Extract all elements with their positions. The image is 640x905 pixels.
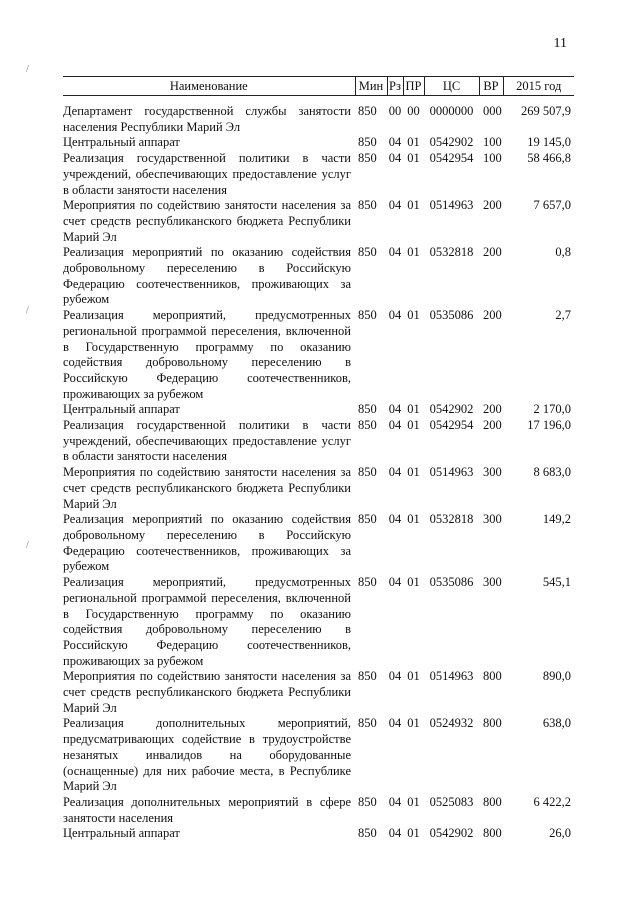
row-name-cell: Реализация дополнительных мероприятий, предусматривающих содействие в трудоустройстве незанятых инвалидов на оборудованные (оснащенные) для них рабочие места, в Республике Марий Эл xyxy=(63,716,351,794)
row-pr-cell: 01 xyxy=(407,512,420,527)
row-name-cell: Центральный аппарат xyxy=(63,826,180,841)
header-pr: ПР xyxy=(403,77,424,96)
row-min-cell: 850 xyxy=(358,465,377,480)
table-row xyxy=(63,198,574,245)
row-pr-cell: 01 xyxy=(407,418,420,433)
row-cs-cell: 0000000 xyxy=(429,104,474,118)
row-cs-cell: 0542902 xyxy=(429,135,474,150)
row-cs-cell: 0514963 xyxy=(429,465,474,480)
header-rz: Рз xyxy=(387,77,403,96)
table-row xyxy=(63,135,574,151)
table-row xyxy=(63,151,574,198)
header-min: Мин xyxy=(355,77,387,96)
scan-mark: / xyxy=(26,540,29,551)
row-pr-cell: 01 xyxy=(407,308,420,323)
row-sum-cell: 0,8 xyxy=(555,245,571,260)
row-min-cell: 850 xyxy=(358,512,377,527)
row-sum-cell: 2 170,0 xyxy=(533,402,571,417)
row-vr-cell: 000 xyxy=(483,104,502,118)
row-vr-cell: 100 xyxy=(483,151,502,166)
row-cs-cell: 0525083 xyxy=(429,794,474,809)
row-min-cell: 850 xyxy=(358,308,377,323)
row-min-cell: 850 xyxy=(358,826,377,841)
table-row xyxy=(63,669,574,716)
row-sum-cell: 149,2 xyxy=(542,512,571,527)
row-rz-cell: 04 xyxy=(388,151,402,166)
row-name-cell: Мероприятия по содействию занятости населения за счет средств республиканского бюджета Республики Марий Эл xyxy=(63,669,351,715)
row-name-cell: Реализация мероприятий, предусмотренных региональной программой переселения, включенной в Государственную программу по оказанию содействия добровольному переселению в Российскую Федерацию соотечественников, проживающих за рубежом xyxy=(63,575,351,668)
scan-mark: / xyxy=(26,64,29,75)
row-rz-cell: 04 xyxy=(388,465,402,480)
row-name-cell: Центральный аппарат xyxy=(63,135,180,150)
row-vr-cell: 300 xyxy=(483,465,502,480)
row-pr-cell: 01 xyxy=(407,716,420,731)
row-pr-cell: 00 xyxy=(407,104,420,118)
row-pr-cell: 01 xyxy=(407,794,420,809)
row-vr-cell: 800 xyxy=(483,669,502,684)
table-row xyxy=(63,512,574,575)
row-vr-cell: 200 xyxy=(483,418,502,433)
row-name-cell: Реализация государственной политики в части учреждений, обеспечивающих предоставление услуг в области занятости населения xyxy=(63,418,351,464)
table-body xyxy=(63,96,574,843)
row-min-cell: 850 xyxy=(358,151,377,166)
table-row xyxy=(63,418,574,465)
table-row xyxy=(63,795,574,826)
row-rz-cell: 04 xyxy=(388,575,402,590)
row-pr-cell: 01 xyxy=(407,135,420,150)
header-cs: ЦС xyxy=(424,77,479,96)
row-rz-cell: 04 xyxy=(388,198,402,213)
row-vr-cell: 800 xyxy=(483,794,502,809)
row-min-cell: 850 xyxy=(358,418,377,433)
row-name-cell: Мероприятия по содействию занятости населения за счет средств республиканского бюджета Республики Марий Эл xyxy=(63,465,351,511)
row-rz-cell: 04 xyxy=(388,245,402,260)
row-cs-cell: 0535086 xyxy=(429,575,474,590)
table-header-row xyxy=(63,77,574,96)
row-name-cell: Департамент государственной службы занятости населения Республики Марий Эл xyxy=(63,104,351,134)
row-vr-cell: 300 xyxy=(483,512,502,527)
row-cs-cell: 0514963 xyxy=(429,669,474,684)
row-cs-cell: 0542902 xyxy=(429,826,474,841)
row-pr-cell: 01 xyxy=(407,826,420,841)
row-rz-cell: 00 xyxy=(388,104,402,118)
row-min-cell: 850 xyxy=(358,245,377,260)
row-min-cell: 850 xyxy=(358,104,377,118)
row-vr-cell: 800 xyxy=(483,826,502,841)
budget-table xyxy=(63,76,574,842)
row-name-cell: Реализация мероприятий, предусмотренных региональной программой переселения, включенной в Государственную программу по оказанию содействия добровольному переселению в Российскую Федерацию соотечественников, проживающих за рубежом xyxy=(63,308,351,401)
row-name-cell: Мероприятия по содействию занятости населения за счет средств республиканского бюджета Республики Марий Эл xyxy=(63,198,351,244)
row-min-cell: 850 xyxy=(358,198,377,213)
row-rz-cell: 04 xyxy=(388,669,402,684)
table-row xyxy=(63,575,574,669)
scan-mark: / xyxy=(26,305,29,316)
row-vr-cell: 100 xyxy=(483,135,502,150)
row-pr-cell: 01 xyxy=(407,245,420,260)
row-sum-cell: 890,0 xyxy=(542,669,571,684)
row-vr-cell: 200 xyxy=(483,245,502,260)
row-sum-cell: 26,0 xyxy=(549,826,571,841)
row-sum-cell: 269 507,9 xyxy=(521,104,571,118)
row-pr-cell: 01 xyxy=(407,151,420,166)
row-sum-cell: 6 422,2 xyxy=(533,794,571,809)
row-vr-cell: 200 xyxy=(483,198,502,213)
row-cs-cell: 0542954 xyxy=(429,418,474,433)
row-cs-cell: 0514963 xyxy=(429,198,474,213)
table-row xyxy=(63,308,574,402)
row-sum-cell: 58 466,8 xyxy=(527,151,571,166)
row-pr-cell: 01 xyxy=(407,198,420,213)
row-name-cell: Центральный аппарат xyxy=(63,402,180,417)
row-min-cell: 850 xyxy=(358,575,377,590)
row-cs-cell: 0532818 xyxy=(429,512,474,527)
row-rz-cell: 04 xyxy=(388,308,402,323)
row-rz-cell: 04 xyxy=(388,402,402,417)
table-row xyxy=(63,96,574,136)
row-sum-cell: 545,1 xyxy=(542,575,571,590)
row-name-cell: Реализация мероприятий по оказанию содействия добровольному переселению в Российскую Федерацию соотечественников, проживающих за рубежом xyxy=(63,245,351,307)
row-sum-cell: 2,7 xyxy=(555,308,571,323)
row-sum-cell: 638,0 xyxy=(542,716,571,731)
row-rz-cell: 04 xyxy=(388,135,402,150)
row-min-cell: 850 xyxy=(358,135,377,150)
row-sum-cell: 19 145,0 xyxy=(527,135,571,150)
table-row xyxy=(63,465,574,512)
row-vr-cell: 200 xyxy=(483,402,502,417)
row-cs-cell: 0532818 xyxy=(429,245,474,260)
row-cs-cell: 0542902 xyxy=(429,402,474,417)
table-row xyxy=(63,402,574,418)
table-row xyxy=(63,245,574,308)
row-vr-cell: 300 xyxy=(483,575,502,590)
row-pr-cell: 01 xyxy=(407,402,420,417)
row-rz-cell: 04 xyxy=(388,794,402,809)
row-cs-cell: 0524932 xyxy=(429,716,474,731)
budget-table-container xyxy=(63,76,574,842)
row-min-cell: 850 xyxy=(358,794,377,809)
row-name-cell: Реализация государственной политики в части учреждений, обеспечивающих предоставление услуг в области занятости населения xyxy=(63,151,351,197)
row-pr-cell: 01 xyxy=(407,575,420,590)
header-year: 2015 год xyxy=(503,77,574,96)
header-vr: ВР xyxy=(479,77,503,96)
row-sum-cell: 7 657,0 xyxy=(533,198,571,213)
row-rz-cell: 04 xyxy=(388,826,402,841)
row-rz-cell: 04 xyxy=(388,418,402,433)
row-min-cell: 850 xyxy=(358,669,377,684)
row-name-cell: Реализация дополнительных мероприятий в сфере занятости населения xyxy=(63,794,351,825)
row-min-cell: 850 xyxy=(358,716,377,731)
row-name-cell: Реализация мероприятий по оказанию содействия добровольному переселению в Российскую Федерацию соотечественников, проживающих за рубежом xyxy=(63,512,351,574)
row-pr-cell: 01 xyxy=(407,669,420,684)
row-sum-cell: 17 196,0 xyxy=(527,418,571,433)
row-sum-cell: 8 683,0 xyxy=(533,465,571,480)
row-cs-cell: 0542954 xyxy=(429,151,474,166)
row-vr-cell: 200 xyxy=(483,308,502,323)
row-cs-cell: 0535086 xyxy=(429,308,474,323)
page-number: 11 xyxy=(553,36,567,51)
table-row xyxy=(63,826,574,842)
row-pr-cell: 01 xyxy=(407,465,420,480)
table-row xyxy=(63,716,574,795)
header-name: Наименование xyxy=(63,77,355,96)
row-vr-cell: 800 xyxy=(483,716,502,731)
row-rz-cell: 04 xyxy=(388,512,402,527)
row-min-cell: 850 xyxy=(358,402,377,417)
row-rz-cell: 04 xyxy=(388,716,402,731)
